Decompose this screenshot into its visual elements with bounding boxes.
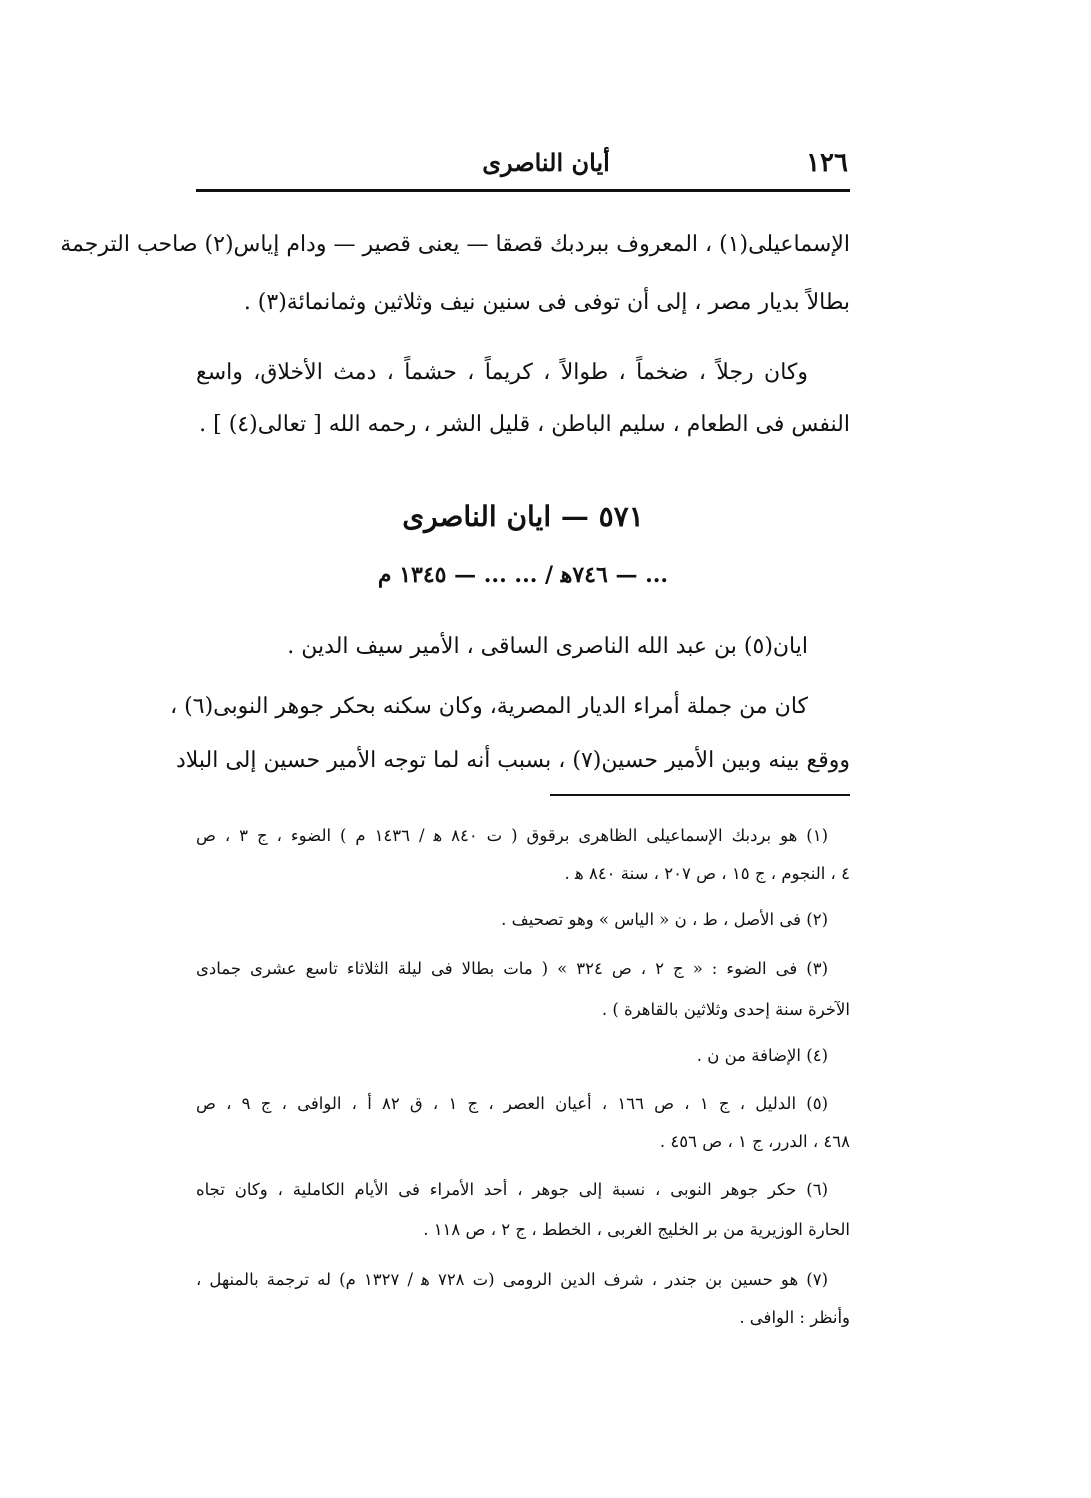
entry-line-2: كان من جملة أمراء الديار المصرية، وكان سكنه بحكر جوهر النوبى(٦) ، bbox=[170, 694, 808, 719]
entry-line-1: ايان(٥) بن عبد الله الناصرى الساقى ، الأمير سيف الدين . bbox=[287, 634, 808, 659]
footnote-rule bbox=[550, 794, 850, 796]
footnote-4: (٤) الإضافة من ن . bbox=[696, 1046, 828, 1065]
body-line-2: بطالاً بديار مصر ، إلى أن توفى فى سنين نيف وثلاثين وثمانمائة(٣) . bbox=[243, 290, 850, 315]
footnote-5-line-2: ٤٦٨ ، الدرر، ج ١ ، ص ٤٥٦ . bbox=[659, 1132, 850, 1151]
page-header bbox=[196, 146, 848, 186]
running-title: أيان الناصرى bbox=[482, 148, 610, 177]
footnote-5-line-1: (٥) الدليل ، ج ١ ، ص ١٦٦ ، أعيان العصر ، ج ١ ، ق ٨٢ أ ، الوافى ، ج ٩ ، ص bbox=[196, 1094, 828, 1113]
footnote-7-line-1: (٧) هو حسين بن جندر ، شرف الدين الرومى (ت ٧٢٨ ﻫ / ١٣٢٧ م) له ترجمة بالمنهل ، bbox=[196, 1270, 829, 1289]
footnote-6-line-1: (٦) حكر جوهر النوبى ، نسبة إلى جوهر ، أحد الأمراء فى الأيام الكاملية ، وكان تجاه bbox=[196, 1180, 828, 1199]
footnote-1-line-2: ٤ ، النجوم ، ج ١٥ ، ص ٢٠٧ ، سنة ٨٤٠ ﻫ . bbox=[564, 864, 850, 883]
entry-dates: ... — ٧٤٦ﻫ / ... ... — ١٣٤٥ م bbox=[377, 562, 669, 588]
footnote-1-line-1: (١) هو بردبك الإسماعيلى الظاهرى برقوق ( ت ٨٤٠ ﻫ / ١٤٣٦ م ) الضوء ، ج ٣ ، ص bbox=[196, 826, 828, 845]
body-line-1: الإسماعيلى(١) ، المعروف ببردبك قصقا — يعنى قصير — ودام إياس(٢) صاحب الترجمة bbox=[60, 232, 850, 257]
footnote-6-line-2: الحارة الوزيرية من بر الخليج الغربى ، الخطط ، ج ٢ ، ص ١١٨ . bbox=[423, 1220, 850, 1239]
body-line-4: النفس فى الطعام ، سليم الباطن ، قليل الشر ، رحمه الله [ تعالى(٤) ] . bbox=[199, 412, 850, 437]
footnote-3-line-2: الآخرة سنة إحدى وثلاثين بالقاهرة ) . bbox=[601, 1000, 850, 1019]
entry-line-3: ووقع بينه وبين الأمير حسين(٧) ، بسبب أنه لما توجه الأمير حسين إلى البلاد bbox=[175, 748, 850, 773]
entry-heading: ٥٧١ — ايان الناصرى bbox=[402, 500, 644, 533]
footnote-7-line-2: وأنظر : الوافى . bbox=[739, 1308, 850, 1327]
page-number: ١٢٦ bbox=[806, 148, 848, 178]
header-rule bbox=[196, 189, 850, 192]
footnote-3-line-1: (٣) فى الضوء : « ج ٢ ، ص ٣٢٤ » ( مات بطالا فى ليلة الثلاثاء تاسع عشرى جمادى bbox=[196, 959, 828, 978]
footnote-2: (٢) فى الأصل ، ط ، ن « الياس » وهو تصحيف . bbox=[501, 910, 828, 929]
body-line-3: وكان رجلاً ، ضخماً ، طوالاً ، كريماً ، حشماً ، دمث الأخلاق، واسع bbox=[196, 360, 808, 385]
